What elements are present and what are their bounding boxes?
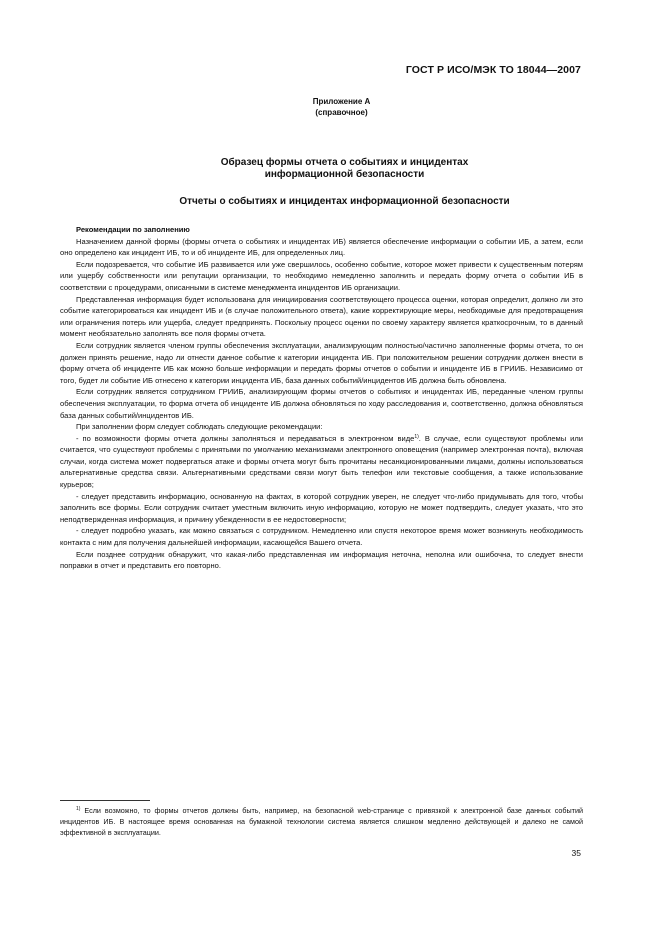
footnote-marker: 1) [76,806,81,812]
report-title [0,196,661,208]
footnote-reference: 1) [414,433,419,440]
page-number: 35 [571,848,581,858]
paragraph: Если подозревается, что событие ИБ развивается или уже свершилось, особенно событие, которое может привести к существенным потерям или ущербу собственности или репутации организации, то необходимо немедленно заполнить и передать форму отчета о событии ИБ в соответствии с процедурами, описанными в системе менеджмента инцидентов ИБ организации. [60,259,583,292]
list-item-electronic [60,433,583,491]
paragraph: Если позднее сотрудник обнаружит, что какая-либо представленная им информация неточна, неполна или ошибочна, то следует внести поправки в отчет и представить его повторно. [60,549,583,571]
sample-form-title [0,157,661,181]
recommendations-heading: Рекомендации по заполнению [76,225,190,234]
appendix-title: Приложение А [312,97,371,106]
appendix-type: (справочное) [315,108,368,117]
footnote-text: Если возможно, то формы отчетов должны быть, например, на безопасной web-странице с привязкой к электронной базе данных событий инцидентов ИБ. В настоящее время основанная на бумажной технологии система является слишком медленно действующей и далеко не самой эффективной в эксплуатации. [60,806,583,837]
paragraph: При заполнении форм следует соблюдать следующие рекомендации: [76,422,323,432]
paragraph: Если сотрудник является сотрудником ГРИИБ, анализирующим формы отчетов о событиях и инцидентах ИБ, переданные членом группы обеспечения эксплуатации, то форма отчета об инциденте ИБ должна обновляться по ходу расследования и, соответственно, должна обновляться база данных событий/инцидентов ИБ. [60,387,583,420]
sample-form-title-line2: информационной безопасности [264,169,425,180]
paragraph: Назначением данной формы (формы отчета о событиях и инцидентах ИБ) является обеспечение информации о событии ИБ, а затем, если оно определено как инцидент ИБ, то и об инциденте ИБ, для определенных лиц. [60,236,583,258]
sample-form-title-line1: Образец формы отчета о событиях и инцидентах [220,157,469,168]
footnote [60,805,583,838]
list-item-contact: - следует подробно указать, как можно связаться с сотрудником. Немедленно или спустя некоторое время может возникнуть необходимость контакта с ним для получения дальнейшей информации, касающейся Вашего отчета. [60,526,583,548]
footnote-divider [60,800,150,801]
list-item-text: . В случае, если существуют проблемы или считается, что существуют проблемы с принятыми по умолчанию механизмами электронного оповещения (например электронная почта), включая случаи, когда система может подвергаться атаке и формы отчета могут быть прочитаны несанкционированными лицами, должны использоваться альтернативные средства связи. Альтернативными средствами связи могут быть телефон или текстовые сообщения, а также использование курьеров; [60,433,583,490]
paragraph: Если сотрудник является членом группы обеспечения эксплуатации, анализирующим полностью/частично заполненные формы отчета, то он должен принять решение, надо ли отнести данное событие к категории инцидента ИБ. При положительном решении сотрудник должен внести в форму отчета об инциденте ИБ как можно больше информации и передать формы отчетов о событии и инциденте ИБ в ГРИИБ. Независимо от того, будет ли событие ИБ отнесено к категории инцидента ИБ, база данных событий/инцидентов ИБ должна быть обновлена. [60,340,583,385]
report-title-text: Отчеты о событиях и инцидентах информационной безопасности [179,196,510,207]
list-item-text: - по возможности формы отчета должны заполняться и передаваться в электронном виде [76,433,415,443]
recommendations-section [60,224,583,572]
list-item-facts: - следует представить информацию, основанную на фактах, в которой сотрудник уверен, не следует что-либо придумывать для того, чтобы заполнить все формы. Если сотрудник считает уместным включить иную информацию, которую не может подтвердить, следует указать, что это неподтвержденная информация, и причину убежденности в ее недостоверности; [60,491,583,524]
appendix-heading [0,96,661,118]
paragraph: Представленная информация будет использована для инициирования соответствующего процесса оценки, которая определит, должно ли это событие категорироваться как инцидент ИБ и (в случае положительного ответа), какие корректирующие меры, необходимые для предотвращения или ограничения потерь или ущерба, следует предпринять. Поскольку процесс оценки по своему характеру является краткосрочным, то в данный момент необязательно заполнять все поля формы отчета. [60,294,583,339]
standard-code: ГОСТ Р ИСО/МЭК ТО 18044—2007 [405,64,581,76]
